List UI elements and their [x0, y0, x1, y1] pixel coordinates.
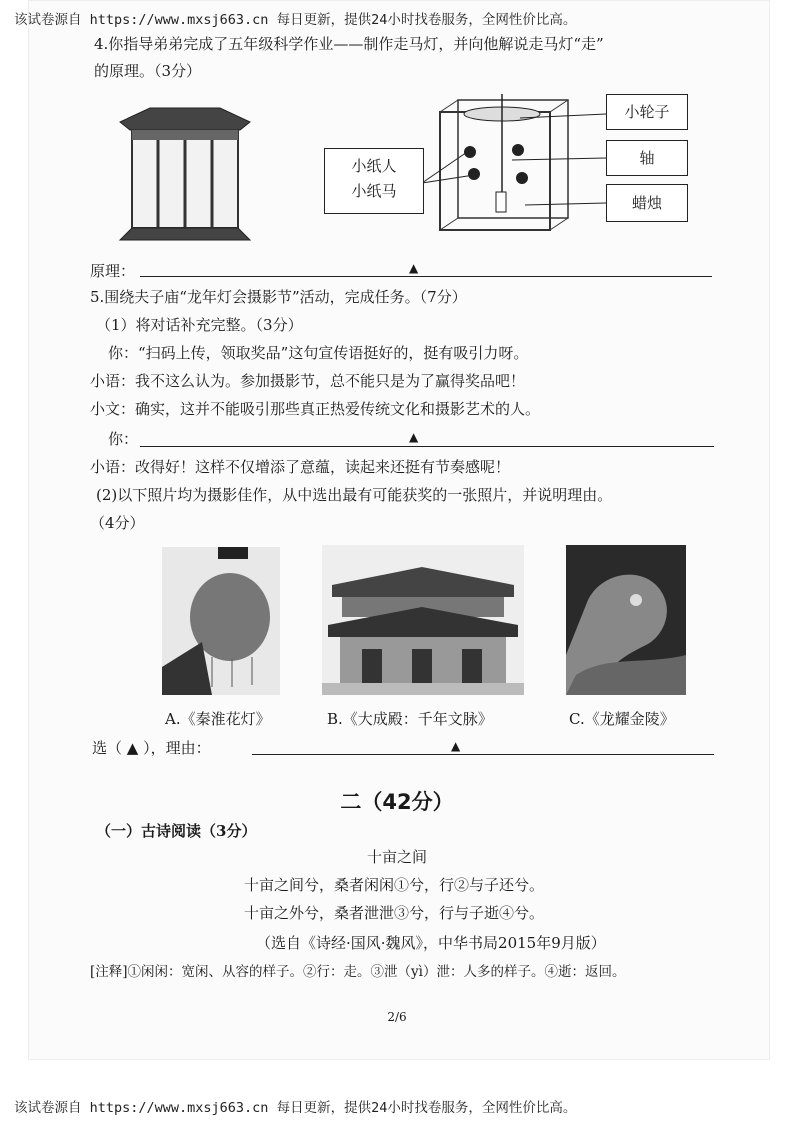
poem-line-2: 十亩之外兮，桑者泄泄③兮，行与子逝④兮。 [244, 904, 545, 922]
q4-answer-placeholder: ▲ [409, 261, 419, 275]
dialogue-line-1: 你：“扫码上传，领取奖品”这句宣传语挺好的，挺有吸引力呀。 [108, 344, 529, 362]
dialogue-line-5: 小语：改得好！这样不仅增添了意蕴，读起来还挺有节奏感呢！ [90, 458, 511, 476]
caption-a: A.《秦淮花灯》 [165, 710, 271, 728]
choose-label: 选（ ▲ ），理由： [92, 739, 211, 757]
caption-b: B.《大成殿：千年文脉》 [327, 710, 493, 728]
reason-answer-placeholder: ▲ [451, 739, 461, 753]
photo-c-dragon [566, 545, 686, 695]
dialogue-answer-line[interactable] [140, 446, 714, 447]
q4-answer-line[interactable] [140, 276, 712, 277]
reason-answer-line[interactable] [252, 754, 714, 755]
poem-title: 十亩之间 [366, 848, 427, 866]
label-figure-person: 小纸人 [351, 157, 397, 175]
poem-notes: [注释]①闲闲：宽闲、从容的样子。②行：走。③泄（yì）泄：人多的样子。④逝：返回。 [90, 964, 626, 980]
q4-line1: 4.你指导弟弟完成了五年级科学作业——制作走马灯，并向他解说走马灯“走” [94, 35, 604, 53]
poem-source: （选自《诗经·国风·魏风》，中华书局2015年9月版） [256, 934, 606, 952]
q5-title: 5.围绕夫子庙“龙年灯会摄影节”活动，完成任务。（7分） [90, 288, 467, 306]
label-box-figures [324, 148, 424, 214]
header-banner: 该试卷源自 https://www.mxsj663.cn 每日更新，提供24小时找卷服务，全网性价比高。 [14, 12, 577, 28]
label-box-wheel: 小轮子 [606, 94, 688, 130]
q4-answer-label: 原理： [90, 262, 136, 280]
poem-line-1: 十亩之间兮，桑者闲闲①兮，行②与子还兮。 [244, 876, 545, 894]
caption-c: C.《龙耀金陵》 [569, 710, 675, 728]
dialogue-line-4-label: 你： [108, 430, 139, 448]
dialogue-line-2: 小语：我不这么认为。参加摄影节，总不能只是为了赢得奖品吧！ [90, 372, 526, 390]
q5-sub1: （1）将对话补充完整。（3分） [96, 316, 303, 334]
section2-sub: （一）古诗阅读（3分） [96, 822, 257, 840]
label-box-candle: 蜡烛 [606, 184, 688, 222]
page-number: 2/6 [387, 1010, 407, 1024]
q4-line2: 的原理。（3分） [94, 62, 202, 80]
label-box-axle: 轴 [606, 140, 688, 176]
q5-sub2-line1: (2)以下照片均为摄影佳作，从中选出最有可能获奖的一张照片，并说明理由。 [96, 486, 613, 504]
footer-banner: 该试卷源自 https://www.mxsj663.cn 每日更新，提供24小时找卷服务，全网性价比高。 [14, 1100, 577, 1116]
photo-a-lantern [162, 547, 280, 695]
q5-sub2-line2: （4分） [90, 514, 145, 532]
label-figure-horse: 小纸马 [351, 182, 397, 200]
dialogue-answer-placeholder: ▲ [409, 430, 419, 444]
photo-b-hall [322, 545, 524, 695]
section2-heading: 二（42分） [340, 790, 454, 814]
dialogue-line-3: 小文：确实，这并不能吸引那些真正热爱传统文化和摄影艺术的人。 [90, 400, 541, 418]
